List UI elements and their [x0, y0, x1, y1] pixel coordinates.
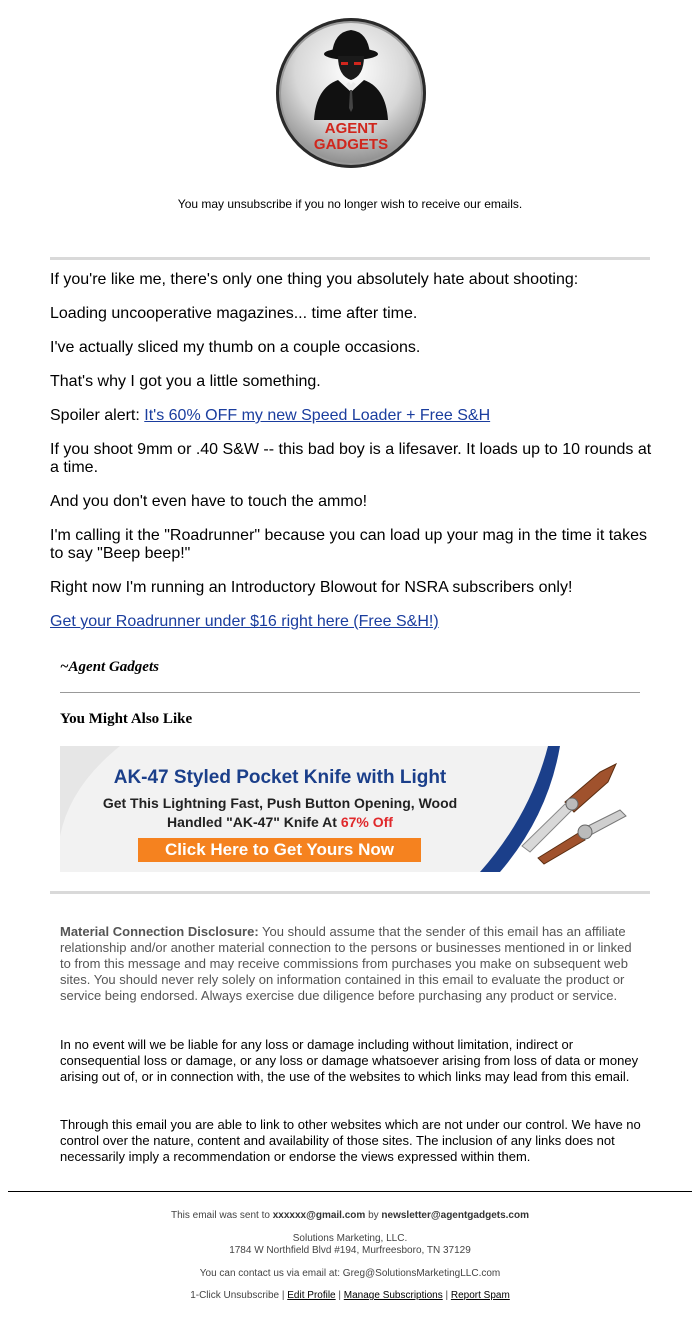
- footer-links: [0, 1290, 700, 1302]
- agent-gadgets-logo[interactable]: [276, 18, 426, 168]
- banner-subtitle: [60, 794, 500, 832]
- body-paragraph-1: If you're like me, there's only one thing you absolutely hate about shooting:: [50, 271, 579, 288]
- body-paragraph-9: Right now I'm running an Introductory Blowout for NSRA subscribers only!: [50, 579, 573, 596]
- footer-address: 1784 W Northfield Blvd #194, Murfreesboro, TN 37129: [229, 1245, 471, 1256]
- speed-loader-link[interactable]: It's 60% OFF my new Speed Loader + Free S&H: [144, 407, 491, 424]
- logo-text-line1: AGENT: [324, 120, 378, 137]
- footer-sent-line: [0, 1210, 700, 1222]
- body-paragraph-4: That's why I got you a little something.: [50, 373, 321, 390]
- footer-contact: You can contact us via email at: Greg@SolutionsMarketingLLC.com: [199, 1268, 501, 1279]
- divider-disclosure: [50, 891, 650, 894]
- disclosure-paragraph-1: [60, 924, 645, 1004]
- body-paragraph-6: If you shoot 9mm or .40 S&W -- this bad boy is a lifesaver. It loads up to 10 rounds at a time.: [50, 441, 652, 476]
- spoiler-prefix: Spoiler alert:: [50, 407, 145, 424]
- banner-title: AK-47 Styled Pocket Knife with Light: [113, 767, 447, 788]
- divider-top: [50, 257, 650, 260]
- banner-subtitle-line1: Get This Lightning Fast, Push Button Opening, Wood: [102, 795, 458, 811]
- banner-subtitle-line2: [60, 813, 500, 832]
- footer-sender: newsletter@agentgadgets.com: [381, 1210, 529, 1221]
- divider-signature: [60, 692, 640, 693]
- footer-sent-prefix: This email was sent to: [171, 1210, 273, 1221]
- footer-sep: |: [335, 1290, 344, 1301]
- body-paragraph-8: I'm calling it the "Roadrunner" because you can load up your mag in the time it takes to say "Beep beep!": [50, 527, 647, 562]
- body-cta-paragraph: [50, 613, 655, 631]
- divider-footer: [8, 1191, 692, 1192]
- body-paragraph-5: [50, 407, 655, 425]
- also-like-heading: You Might Also Like: [60, 711, 193, 727]
- disclosure-label: Material Connection Disclosure:: [60, 924, 259, 939]
- one-click-unsubscribe-link[interactable]: 1-Click Unsubscribe: [190, 1290, 280, 1301]
- body-paragraph-7: And you don't even have to touch the ammo!: [50, 493, 368, 510]
- body-paragraph-3: I've actually sliced my thumb on a couple occasions.: [50, 339, 421, 356]
- footer-by: by: [365, 1210, 382, 1221]
- disclosure-text-1: You should assume that the sender of this email has an affiliate relationship and/or another material connection to the persons or businesses mentioned in or linked to from this message and may receive commissions from purchases you make on subsequent web sites. You should never rely solely on information contained in this email to evaluate the product or service being endorsed. Always exercise due diligence before purchasing any product or service.: [60, 924, 632, 1003]
- footer-sep: |: [442, 1290, 451, 1301]
- edit-profile-link[interactable]: Edit Profile: [287, 1290, 336, 1301]
- banner-cta-button[interactable]: Click Here to Get Yours Now: [138, 838, 421, 862]
- signature: ~Agent Gadgets: [60, 659, 159, 675]
- knife-promo-banner[interactable]: [60, 746, 640, 872]
- disclosure-paragraph-3: Through this email you are able to link to other websites which are not under our control. We have no control over the nature, content and availability of those sites. The inclusion of any links does not necessarily imply a recommendation or endorse the views expressed within them.: [60, 1117, 641, 1164]
- unsubscribe-note: You may unsubscribe if you no longer wish to receive our emails.: [177, 197, 523, 211]
- footer-sep: |: [279, 1290, 288, 1301]
- banner-discount: 67% Off: [340, 814, 393, 830]
- body-paragraph-2: Loading uncooperative magazines... time after time.: [50, 305, 418, 322]
- report-spam-link[interactable]: Report Spam: [450, 1290, 510, 1301]
- banner-subtitle-line2-prefix: Handled "AK-47" Knife At: [167, 814, 341, 830]
- manage-subscriptions-link[interactable]: Manage Subscriptions: [343, 1290, 443, 1301]
- disclosure-paragraph-2: In no event will we be liable for any loss or damage including without limitation, indirect or consequential loss or damage, or any loss or damage whatsoever arising from loss of data or money arising out of, or in connection with, the use of the websites to which links may lead from this email.: [60, 1037, 639, 1084]
- roadrunner-cta-link[interactable]: Get your Roadrunner under $16 right here (Free S&H!): [50, 613, 439, 630]
- logo-text-line2: GADGETS: [313, 136, 389, 153]
- footer-recipient: xxxxxx@gmail.com: [272, 1210, 366, 1221]
- footer-company: Solutions Marketing, LLC.: [292, 1233, 408, 1244]
- logo-area: [0, 15, 700, 170]
